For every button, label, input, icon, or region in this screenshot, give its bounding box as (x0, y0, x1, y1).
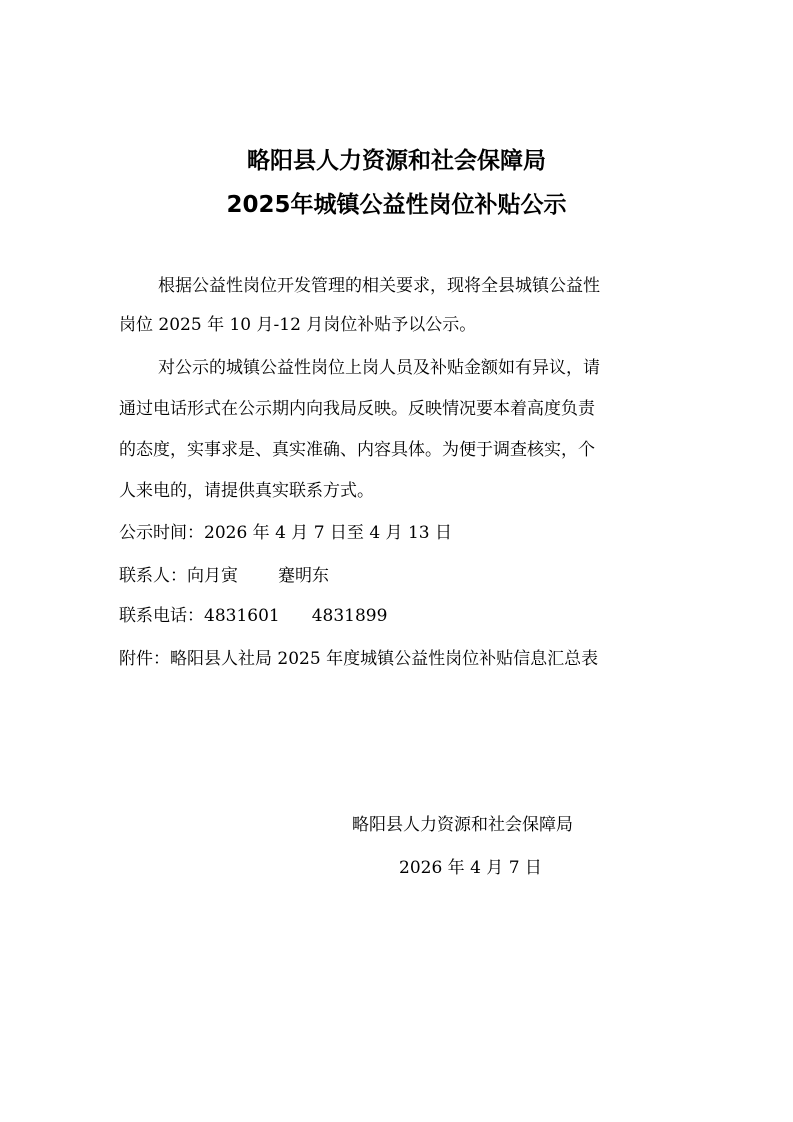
contact-person-2: 蹇明东 (278, 566, 329, 586)
paragraph-2-line-2: 通过电话形式在公示期内向我局反映。反映情况要本着高度负责 (119, 399, 595, 419)
title-issuer: 略阳县人力资源和社会保障局 (247, 148, 546, 174)
contact-persons (119, 564, 329, 588)
phone-2: 4831899 (311, 606, 388, 626)
contact-label: 联系人： (119, 566, 187, 586)
attachment-value: 略阳县人社局 2025 年度城镇公益性岗位补贴信息汇总表 (170, 649, 599, 669)
contact-person-1: 向月寅 (187, 566, 238, 586)
paragraph-1-line-2: 岗位 2025 年 10 月-12 月岗位补贴予以公示。 (119, 315, 477, 335)
phone-1: 4831601 (204, 606, 280, 626)
phone-label: 联系电话： (119, 606, 204, 626)
notice-period (119, 521, 452, 545)
attachment (119, 647, 598, 671)
notice-period-value: 2026 年 4 月 7 日至 4 月 13 日 (204, 523, 452, 543)
attachment-label: 附件： (119, 649, 170, 669)
paragraph-1-line-1: 根据公益性岗位开发管理的相关要求，现将全县城镇公益性 (158, 276, 600, 296)
signature-date: 2026 年 4 月 7 日 (399, 858, 542, 878)
notice-period-label: 公示时间： (119, 523, 204, 543)
paragraph-2-line-1: 对公示的城镇公益性岗位上岗人员及补贴金额如有异议，请 (158, 358, 600, 378)
contact-phones (119, 604, 387, 628)
signature-organization: 略阳县人力资源和社会保障局 (352, 815, 573, 835)
paragraph-2-line-3: 的态度，实事求是、真实准确、内容具体。为便于调查核实，个 (119, 440, 595, 460)
paragraph-2-line-4: 人来电的，请提供真实联系方式。 (119, 481, 374, 501)
title-subject: 2025年城镇公益性岗位补贴公示 (226, 192, 567, 218)
